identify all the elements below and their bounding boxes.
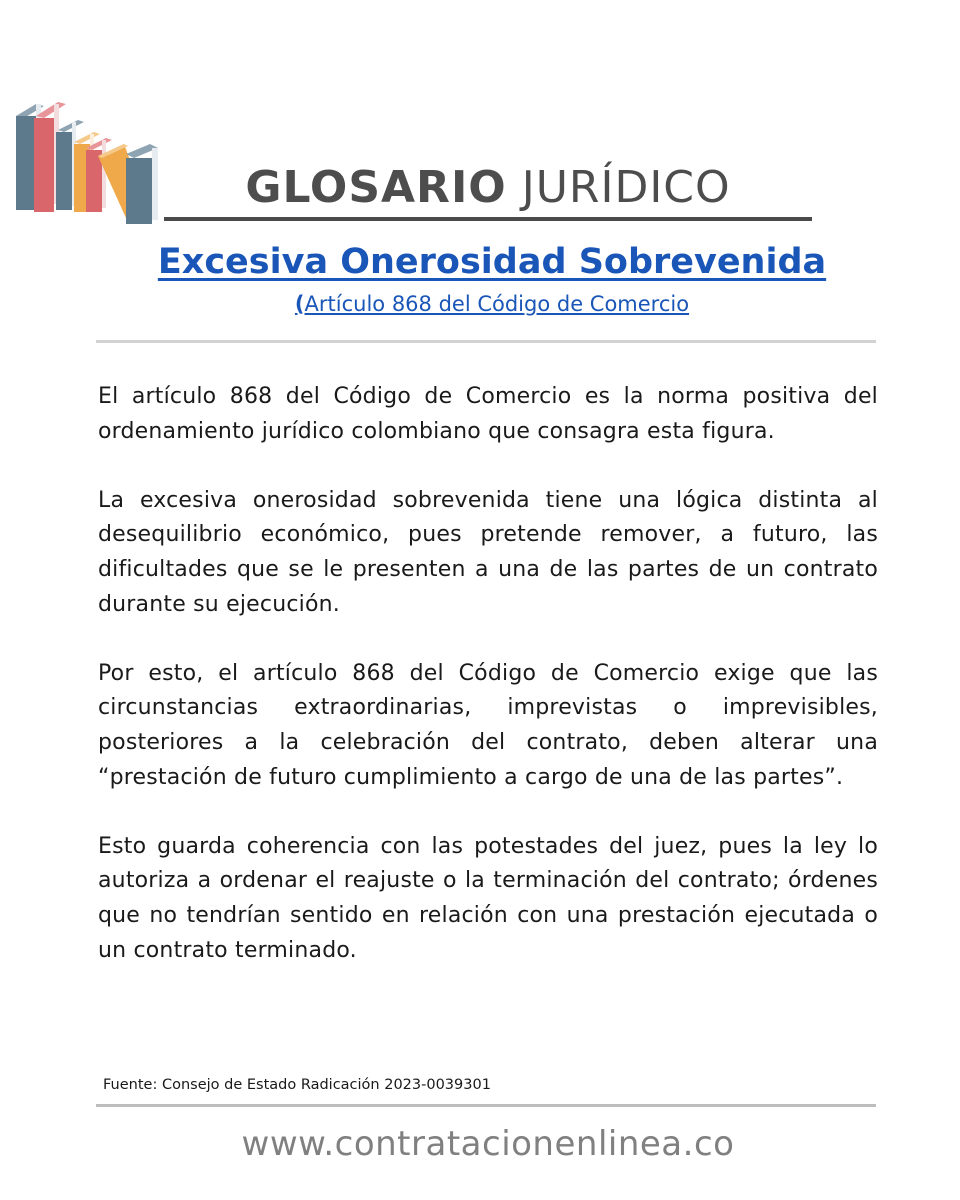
paragraph: Por esto, el artículo 868 del Código de Comercio exige que las circunstancias extraordinarias, imprevistas o imprevisibles, posteriores a la celebración del contrato, deben alterar una “prestación de futuro cumplimiento a cargo de una de las partes”. [98, 660, 878, 790]
source-note: Fuente: Consejo de Estado Radicación 2023-0039301 [103, 1077, 491, 1093]
bottom-divider [96, 1104, 876, 1107]
article-body [98, 380, 878, 1003]
top-divider [96, 340, 876, 343]
subtitle-link[interactable] [295, 292, 689, 316]
subtitle-link-text: Artículo 868 del Código de Comercio [304, 292, 690, 316]
brand-divider [164, 217, 812, 221]
paragraph: El artículo 868 del Código de Comercio es la norma positiva del ordenamiento jurídico colombiano que consagra esta figura. [98, 384, 878, 444]
paragraph: Esto guarda coherencia con las potestades del juez, pues la ley lo autoriza a ordenar el reajuste o la terminación del contrato; órdenes que no tendrían sentido en relación con una prestación ejecutada o un contrato terminado. [98, 833, 878, 963]
paragraph: La excesiva onerosidad sobrevenida tiene una lógica distinta al desequilibrio económico, pues pretende remover, a futuro, las dificultades que se le presenten a una de las partes de un contrato durante su ejecución. [98, 487, 878, 617]
subtitle [0, 289, 960, 319]
brand-bold: GLOSARIO [245, 162, 507, 213]
brand-light: JURÍDICO [521, 162, 731, 213]
subtitle-paren: ( [294, 292, 305, 316]
page-title[interactable]: Excesiva Onerosidad Sobrevenida [157, 242, 827, 282]
brand-header [164, 160, 812, 216]
website-url[interactable]: www.contratacionenlinea.co [241, 1124, 735, 1164]
books-icon [14, 96, 166, 228]
